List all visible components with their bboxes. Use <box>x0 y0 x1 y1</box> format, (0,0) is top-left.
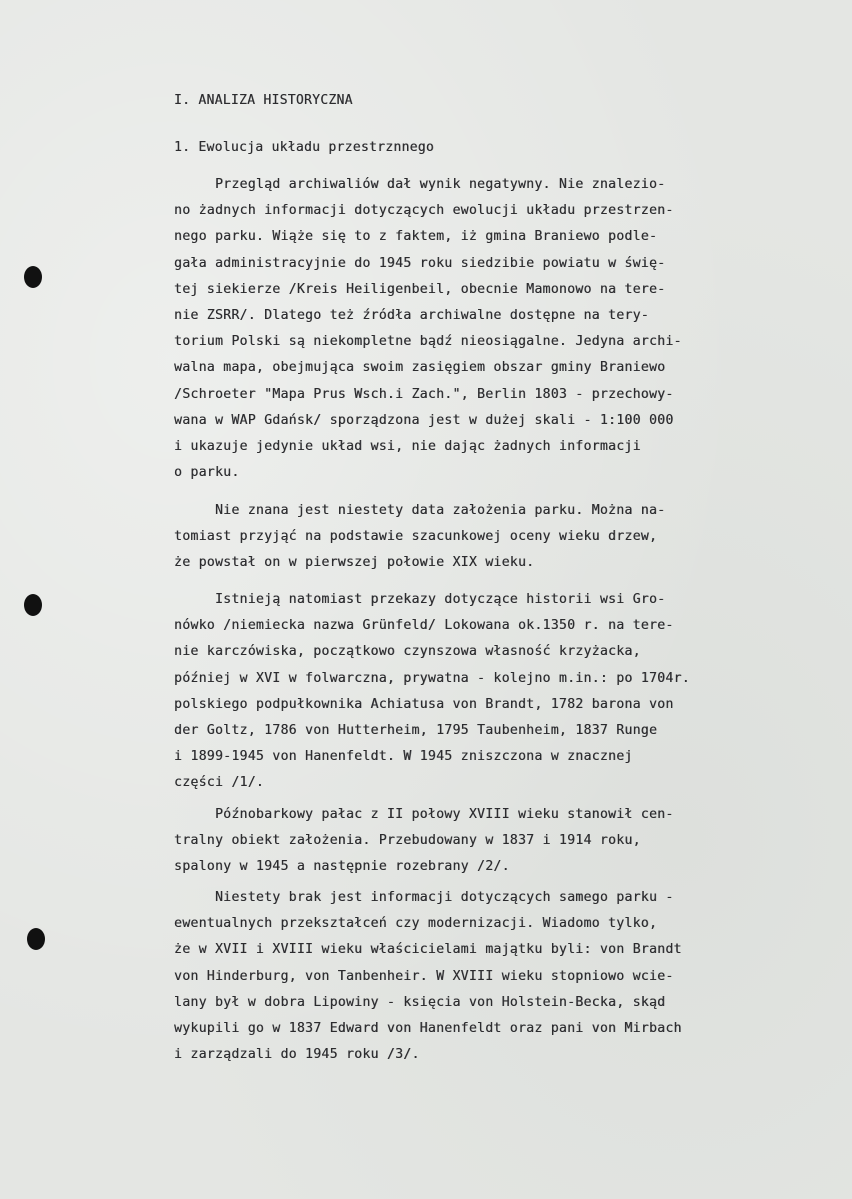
text-line: tralny obiekt założenia. Przebudowany w 1837 i 1914 roku, <box>174 833 641 849</box>
text-line: później w XVI w folwarczna, prywatna - kolejno m.in.: po 1704r. <box>174 670 690 686</box>
text-line: że w XVII i XVIII wieku właścicielami majątku byli: von Brandt <box>174 942 682 958</box>
text-line: i zarządzali do 1945 roku /3/. <box>174 1047 420 1063</box>
text-line: spalony w 1945 a następnie rozebrany /2/. <box>174 859 510 875</box>
subsection-heading: 1. Ewolucja układu przestrznnego <box>174 140 435 155</box>
paragraph <box>174 172 682 486</box>
text-line: ewentualnych przekształceń czy modernizacji. Wiadomo tylko, <box>174 916 658 932</box>
text-line: tej siekierze /Kreis Heiligenbeil, obecnie Mamonowo na tere- <box>174 281 666 297</box>
paragraph <box>174 587 690 797</box>
text-line: wykupili go w 1837 Edward von Hanenfeldt oraz pani von Mirbach <box>174 1020 682 1036</box>
paragraph <box>174 498 665 577</box>
text-line: nie ZSRR/. Dlatego też źródła archiwalne dostępne na tery- <box>174 307 649 323</box>
text-line: walna mapa, obejmująca swoim zasięgiem obszar gminy Braniewo <box>174 360 666 376</box>
text-line: o parku. <box>174 465 240 481</box>
text-line: i 1899-1945 von Hanenfeldt. W 1945 zniszczona w znacznej <box>174 749 633 765</box>
text-line: gała administracyjnie do 1945 roku siedzibie powiatu w świę- <box>174 255 666 271</box>
text-line: tomiast przyjąć na podstawie szacunkowej oceny wieku drzew, <box>174 529 658 545</box>
text-line: Nie znana jest niestety data założenia parku. Można na- <box>174 503 666 518</box>
text-line: Niestety brak jest informacji dotyczących samego parku - <box>174 890 674 905</box>
text-line: polskiego podpułkownika Achiatusa von Brandt, 1782 barona von <box>174 696 674 712</box>
paragraph <box>174 885 682 1068</box>
text-line: nówko /niemiecka nazwa Grünfeld/ Lokowana ok.1350 r. na tere- <box>174 618 674 634</box>
text-line: wana w WAP Gdańsk/ sporządzona jest w dużej skali - 1:100 000 <box>174 412 674 428</box>
section-heading: I. ANALIZA HISTORYCZNA <box>174 93 353 108</box>
punch-hole <box>27 928 45 950</box>
text-line: że powstał on w pierwszej połowie XIX wieku. <box>174 555 535 571</box>
paragraph <box>174 802 674 881</box>
text-line: von Hinderburg, von Tanbenheir. W XVIII wieku stopniowo wcie- <box>174 968 674 984</box>
text-line: Przegląd archiwaliów dał wynik negatywny. Nie znalezio- <box>174 177 666 192</box>
punch-hole <box>24 266 42 288</box>
text-line: Późnobarkowy pałac z II połowy XVIII wieku stanowił cen- <box>174 807 674 822</box>
text-line: części /1/. <box>174 775 265 791</box>
text-line: lany był w dobra Lipowiny - księcia von Holstein-Becka, skąd <box>174 994 666 1010</box>
text-line: nego parku. Wiąże się to z faktem, iż gmina Braniewo podle- <box>174 229 658 245</box>
text-line: /Schroeter "Mapa Prus Wsch.i Zach.", Berlin 1803 - przechowy- <box>174 386 674 402</box>
text-line: torium Polski są niekompletne bądź nieosiągalne. Jedyna archi- <box>174 334 682 350</box>
text-line: no żadnych informacji dotyczących ewolucji układu przestrzen- <box>174 203 674 219</box>
punch-hole <box>24 594 42 616</box>
text-line: nie karczówiska, początkowo czynszowa własność krzyżacka, <box>174 644 641 660</box>
text-line: Istnieją natomiast przekazy dotyczące historii wsi Gro- <box>174 592 666 607</box>
text-line: i ukazuje jedynie układ wsi, nie dając żadnych informacji <box>174 438 641 454</box>
text-line: der Goltz, 1786 von Hutterheim, 1795 Taubenheim, 1837 Runge <box>174 722 658 738</box>
